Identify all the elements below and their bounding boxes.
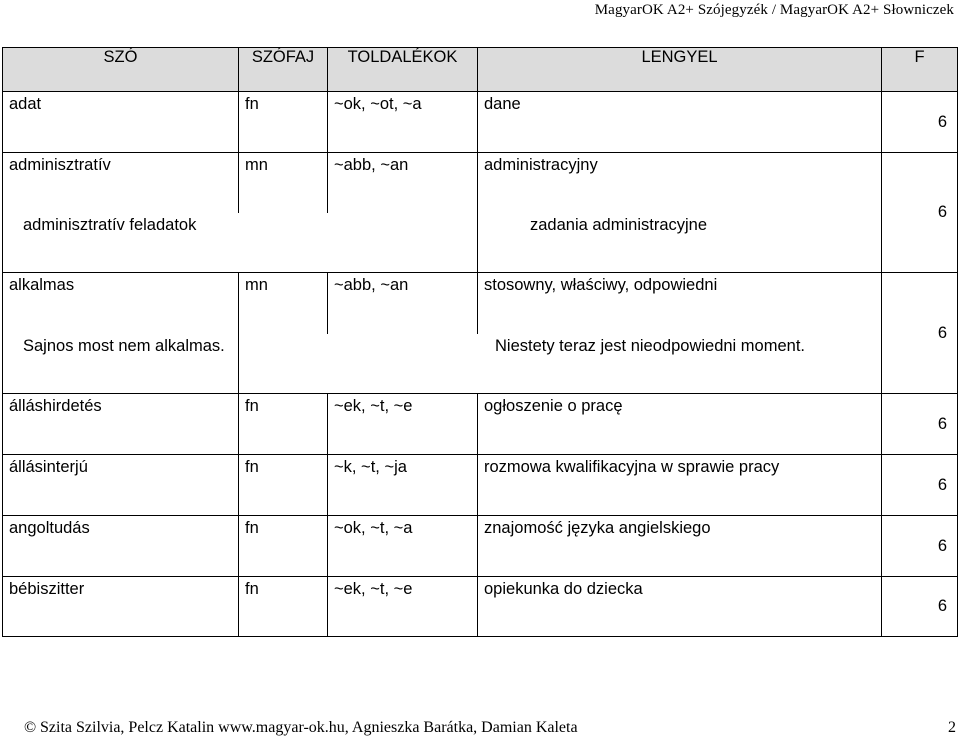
- example-row: [3, 213, 958, 273]
- pos-cell: fn: [239, 455, 328, 516]
- table-row: [3, 273, 958, 334]
- polish-cell: administracyjny: [478, 153, 882, 213]
- pos-cell: mn: [239, 273, 328, 334]
- polish-cell: rozmowa kwalifikacyjna w sprawie pracy: [478, 455, 882, 516]
- column-header-suffixes: TOLDALÉKOK: [328, 48, 478, 92]
- example-hungarian-cell: [3, 334, 239, 394]
- table-row: [3, 516, 958, 577]
- word-cell: állásinterjú: [3, 455, 239, 516]
- table-row: [3, 455, 958, 516]
- frequency-cell: 6: [882, 394, 958, 455]
- page-number: 2: [948, 719, 956, 736]
- polish-cell: znajomość języka angielskiego: [478, 516, 882, 577]
- polish-cell: ogłoszenie o pracę: [478, 394, 882, 455]
- example-polish-cell: [239, 334, 882, 394]
- pos-cell: fn: [239, 394, 328, 455]
- example-hungarian-cell: [3, 213, 478, 273]
- polish-cell: stosowny, właściwy, odpowiedni: [478, 273, 882, 334]
- suffixes-cell: ~abb, ~an: [328, 153, 478, 213]
- frequency-cell: 6: [882, 577, 958, 637]
- document-footer: [24, 719, 956, 737]
- document-header: [595, 2, 954, 19]
- word-cell: adminisztratív: [3, 153, 239, 213]
- example-hungarian: adminisztratív feladatok: [23, 215, 197, 234]
- pos-cell: mn: [239, 153, 328, 213]
- frequency-cell: 6: [882, 92, 958, 153]
- table-row: [3, 92, 958, 153]
- column-header-frequency: F: [882, 48, 958, 92]
- polish-cell: dane: [478, 92, 882, 153]
- table-row: [3, 577, 958, 637]
- example-polish: Niestety teraz jest nieodpowiedni moment.: [495, 336, 805, 355]
- word-cell: alkalmas: [3, 273, 239, 334]
- word-cell: álláshirdetés: [3, 394, 239, 455]
- pos-cell: fn: [239, 92, 328, 153]
- frequency-cell: 6: [882, 455, 958, 516]
- vocabulary-table: [2, 47, 958, 637]
- suffixes-cell: ~ek, ~t, ~e: [328, 394, 478, 455]
- column-header-word: SZÓ: [3, 48, 239, 92]
- table-row: [3, 394, 958, 455]
- frequency-cell: 6: [882, 516, 958, 577]
- table-row: [3, 153, 958, 213]
- header-title: MagyarOK A2+ Szójegyzék / MagyarOK A2+ Słowniczek: [594, 2, 954, 18]
- suffixes-cell: ~k, ~t, ~ja: [328, 455, 478, 516]
- table-header-row: [3, 48, 958, 92]
- column-header-pos: SZÓFAJ: [239, 48, 328, 92]
- suffixes-cell: ~ok, ~ot, ~a: [328, 92, 478, 153]
- footer-authors: Szita Szilvia, Pelcz Katalin www.magyar-ok.hu, Agnieszka Barátka, Damian Kaleta: [40, 719, 578, 736]
- pos-cell: fn: [239, 516, 328, 577]
- example-hungarian: Sajnos most nem alkalmas.: [23, 336, 225, 355]
- copyright-symbol: ©: [24, 719, 37, 736]
- polish-cell: opiekunka do dziecka: [478, 577, 882, 637]
- suffixes-cell: ~ok, ~t, ~a: [328, 516, 478, 577]
- word-cell: angoltudás: [3, 516, 239, 577]
- frequency-cell: 6: [882, 153, 958, 273]
- column-header-polish: LENGYEL: [478, 48, 882, 92]
- pos-cell: fn: [239, 577, 328, 637]
- frequency-cell: 6: [882, 273, 958, 394]
- example-row: [3, 334, 958, 394]
- suffixes-cell: ~ek, ~t, ~e: [328, 577, 478, 637]
- word-cell: adat: [3, 92, 239, 153]
- example-polish: zadania administracyjne: [530, 215, 708, 234]
- suffixes-cell: ~abb, ~an: [328, 273, 478, 334]
- word-cell: bébiszitter: [3, 577, 239, 637]
- example-polish-cell: [478, 213, 882, 273]
